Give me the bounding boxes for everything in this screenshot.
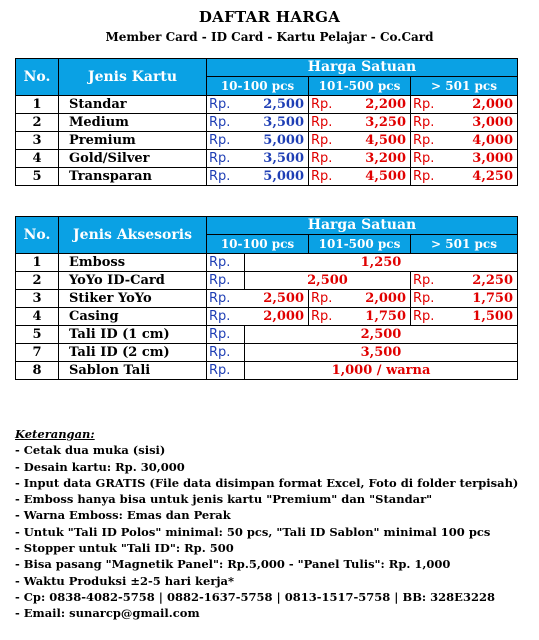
- tier-header: 101-500 pcs: [309, 235, 411, 254]
- row-number: 1: [16, 254, 59, 272]
- note-item: - Cp: 0838-4082-5758 | 0882-1637-5758 | 0813-1517-5758 | BB: 328E3228: [15, 589, 495, 604]
- currency-label: Rp.: [309, 150, 347, 168]
- tier-header: > 501 pcs: [411, 235, 518, 254]
- tier-header: 101-500 pcs: [309, 77, 411, 96]
- col-header-harga-satuan: Harga Satuan: [207, 217, 518, 235]
- currency-label: Rp.: [207, 362, 245, 380]
- item-name: YoYo ID-Card: [59, 272, 207, 290]
- item-name: Standar: [59, 96, 207, 114]
- table-row: [16, 362, 518, 380]
- currency-label: Rp.: [207, 254, 245, 272]
- currency-label: Rp.: [411, 308, 453, 326]
- row-number: 5: [16, 326, 59, 344]
- table-row: [16, 290, 518, 308]
- note-item: - Email: sunarcp@gmail.com: [15, 606, 200, 621]
- currency-label: Rp.: [207, 344, 245, 362]
- price-tier-2: 1,750: [347, 308, 411, 326]
- price-all-tiers: 1,000 / warna: [245, 362, 518, 380]
- price-tier-2: 2,000: [347, 290, 411, 308]
- row-number: 2: [16, 272, 59, 290]
- price-tier-2: 4,500: [347, 168, 411, 186]
- item-name: Emboss: [59, 254, 207, 272]
- currency-label: Rp.: [207, 290, 245, 308]
- row-number: 4: [16, 150, 59, 168]
- col-header-no: No.: [16, 59, 59, 96]
- row-number: 7: [16, 344, 59, 362]
- table-row: [16, 344, 518, 362]
- item-name: Stiker YoYo: [59, 290, 207, 308]
- table-row: [16, 254, 518, 272]
- notes-heading: Keterangan:: [15, 427, 95, 441]
- price-tier-1: 2,500: [245, 290, 309, 308]
- col-header-no: No.: [16, 217, 59, 254]
- note-item: - Warna Emboss: Emas dan Perak: [15, 508, 231, 523]
- price-tier-1: 3,500: [245, 150, 309, 168]
- currency-label: Rp.: [411, 114, 453, 132]
- currency-label: Rp.: [207, 308, 245, 326]
- currency-label: Rp.: [411, 168, 453, 186]
- note-item: - Input data GRATIS (File data disimpan format Excel, Foto di folder terpisah): [15, 475, 519, 490]
- col-header-jenis-aksesoris: Jenis Aksesoris: [59, 217, 207, 254]
- price-tier-2: 3,200: [347, 150, 411, 168]
- notes-section: [15, 426, 535, 622]
- row-number: 3: [16, 290, 59, 308]
- notes-list: [15, 442, 535, 621]
- price-all-tiers: 1,250: [245, 254, 518, 272]
- price-tier-1: 2,500: [245, 96, 309, 114]
- currency-label: Rp.: [207, 150, 245, 168]
- price-tier-3: 4,250: [453, 168, 518, 186]
- price-tier-3: 1,750: [453, 290, 518, 308]
- item-name: Gold/Silver: [59, 150, 207, 168]
- row-number: 5: [16, 168, 59, 186]
- price-tier-3: 2,250: [453, 272, 518, 290]
- currency-label: Rp.: [411, 290, 453, 308]
- tier-header: 10-100 pcs: [207, 235, 309, 254]
- price-tier-3: 4,000: [453, 132, 518, 150]
- kartu-price-table: [15, 58, 518, 186]
- note-item: - Untuk "Tali ID Polos" minimal: 50 pcs, "Tali ID Sablon" minimal 100 pcs: [15, 524, 491, 539]
- currency-label: Rp.: [309, 290, 347, 308]
- col-header-harga-satuan: Harga Satuan: [207, 59, 518, 77]
- price-tier-1: 3,500: [245, 114, 309, 132]
- table-row: [16, 308, 518, 326]
- table-row: [16, 96, 518, 114]
- price-tier-2: 2,200: [347, 96, 411, 114]
- page-title: DAFTAR HARGA: [198, 8, 341, 26]
- note-item: - Waktu Produksi ±2-5 hari kerja*: [15, 573, 235, 588]
- page-subtitle: Member Card - ID Card - Kartu Pelajar - Co.Card: [105, 30, 434, 44]
- price-all-tiers: 3,500: [245, 344, 518, 362]
- currency-label: Rp.: [309, 96, 347, 114]
- row-number: 2: [16, 114, 59, 132]
- table-row: [16, 132, 518, 150]
- currency-label: Rp.: [309, 114, 347, 132]
- table-row: [16, 326, 518, 344]
- row-number: 4: [16, 308, 59, 326]
- row-number: 8: [16, 362, 59, 380]
- aksesoris-price-table: [15, 216, 518, 380]
- price-tier-2: 3,250: [347, 114, 411, 132]
- currency-label: Rp.: [309, 308, 347, 326]
- item-name: Transparan: [59, 168, 207, 186]
- price-tier-1: 2,000: [245, 308, 309, 326]
- currency-label: Rp.: [309, 168, 347, 186]
- price-all-tiers: 2,500: [245, 326, 518, 344]
- table-row: [16, 272, 518, 290]
- row-number: 1: [16, 96, 59, 114]
- price-tier-3: 2,000: [453, 96, 518, 114]
- table-row: [16, 150, 518, 168]
- currency-label: Rp.: [207, 132, 245, 150]
- currency-label: Rp.: [411, 132, 453, 150]
- tier-header: > 501 pcs: [411, 77, 518, 96]
- price-tier-2: 4,500: [347, 132, 411, 150]
- item-name: Medium: [59, 114, 207, 132]
- currency-label: Rp.: [207, 272, 245, 290]
- note-item: - Bisa pasang "Magnetik Panel": Rp.5,000 - "Panel Tulis": Rp. 1,000: [15, 557, 451, 572]
- currency-label: Rp.: [411, 96, 453, 114]
- col-header-jenis-kartu: Jenis Kartu: [59, 59, 207, 96]
- note-item: - Cetak dua muka (sisi): [15, 443, 166, 458]
- currency-label: Rp.: [207, 168, 245, 186]
- price-tier-3: 3,000: [453, 150, 518, 168]
- currency-label: Rp.: [207, 114, 245, 132]
- price-tier-3: 1,500: [453, 308, 518, 326]
- price-tier-1: 5,000: [245, 168, 309, 186]
- currency-label: Rp.: [411, 150, 453, 168]
- table-row: [16, 114, 518, 132]
- price-tier-1: 5,000: [245, 132, 309, 150]
- item-name: Premium: [59, 132, 207, 150]
- note-item: - Emboss hanya bisa untuk jenis kartu "Premium" dan "Standar": [15, 492, 433, 507]
- item-name: Casing: [59, 308, 207, 326]
- price-tier-1-2: 2,500: [245, 272, 411, 290]
- currency-label: Rp.: [309, 132, 347, 150]
- table-row: [16, 168, 518, 186]
- row-number: 3: [16, 132, 59, 150]
- item-name: Tali ID (1 cm): [59, 326, 207, 344]
- tier-header: 10-100 pcs: [207, 77, 309, 96]
- currency-label: Rp.: [207, 326, 245, 344]
- currency-label: Rp.: [411, 272, 453, 290]
- item-name: Sablon Tali: [59, 362, 207, 380]
- note-item: - Desain kartu: Rp. 30,000: [15, 459, 185, 474]
- currency-label: Rp.: [207, 96, 245, 114]
- note-item: - Stopper untuk "Tali ID": Rp. 500: [15, 541, 234, 556]
- price-tier-3: 3,000: [453, 114, 518, 132]
- item-name: Tali ID (2 cm): [59, 344, 207, 362]
